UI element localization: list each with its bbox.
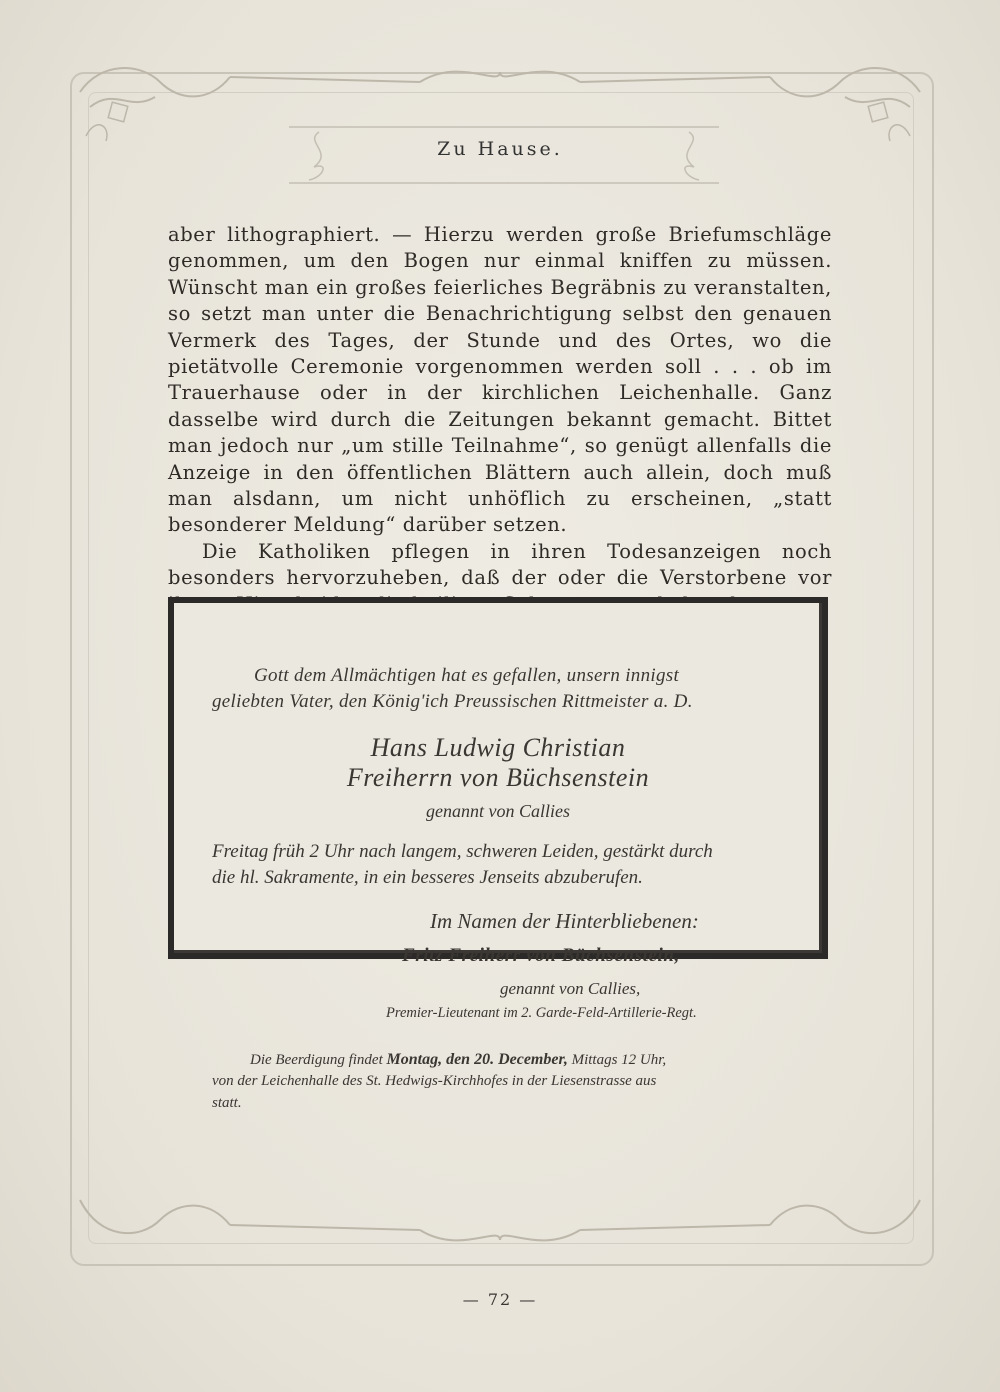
top-ornament xyxy=(60,52,940,122)
announcement-intro-line: geliebten Vater, den König'ich Preussischen Rittmeister a. D. xyxy=(212,691,693,712)
signatory-alias: genannt von Callies, xyxy=(500,979,641,998)
announcement-message-line: Freitag früh 2 Uhr nach langem, schweren Leiden, gestärkt durch xyxy=(212,841,713,862)
deceased-name: Hans Ludwig Christian xyxy=(370,733,626,762)
funeral-notice-line: von der Leichenhalle des St. Hedwigs-Kirchhofes in der Liesenstrasse aus xyxy=(212,1073,657,1089)
funeral-text: Die Beerdigung findet xyxy=(250,1052,387,1068)
body-text xyxy=(168,222,832,618)
deceased-title: Freiherrn von Büchsenstein xyxy=(346,763,650,792)
signatory-name: Fritz Freiherr von Büchsenstein, xyxy=(402,945,680,966)
running-head: Zu Hause. xyxy=(437,138,563,160)
paragraph: aber lithographiert. — Hierzu werden große Briefumschläge genommen, um den Bogen nur einmal kniffen zu müssen. Wünscht man ein großes feierliches Begräbnis zu veranstalten, so setzt man unter die Benachrichtigung selbst den genauen Vermerk des Tages, der Stunde und des Ortes, wo die pietätvolle Ceremonie vorgenommen werden soll . . . ob im Trauerhause oder in der kirchlichen Leichenhalle. Ganz dasselbe wird durch die Zeitungen bekannt gemacht. Bittet man jedoch nur „um stille Teilnahme“, so genügt allenfalls die Anzeige in den öffentlichen Blättern auch allein, doch muß man alsdann, um nicht unhöflich zu erscheinen, „statt besonderer Meldung“ darüber setzen. xyxy=(168,223,832,537)
page-number: — 72 — xyxy=(462,1290,538,1309)
announcement-intro-line: Gott dem Allmächtigen hat es gefallen, unsern innigst xyxy=(254,665,680,686)
bottom-ornament xyxy=(60,1180,940,1260)
funeral-notice-line: statt. xyxy=(212,1095,242,1111)
signatory-rank: Premier-Lieutenant im 2. Garde-Feld-Artillerie-Regt. xyxy=(386,1005,697,1021)
paragraph: Die Katholiken pflegen in ihren Todesanzeigen noch besonders hervorzuheben, daß der oder die Verstorbene vor xyxy=(168,539,832,590)
funeral-time: Mittags 12 Uhr, xyxy=(567,1052,667,1068)
funeral-date: Montag, den 20. December, xyxy=(386,1051,568,1068)
signature-heading: Im Namen der Hinterbliebenen: xyxy=(430,909,699,933)
announcement-message-line: die hl. Sakramente, in ein besseres Jenseits abzuberufen. xyxy=(212,867,643,888)
deceased-alias: genannt von Callies xyxy=(426,801,570,821)
funeral-notice-line xyxy=(250,1051,666,1069)
death-announcement-box xyxy=(168,597,828,1111)
